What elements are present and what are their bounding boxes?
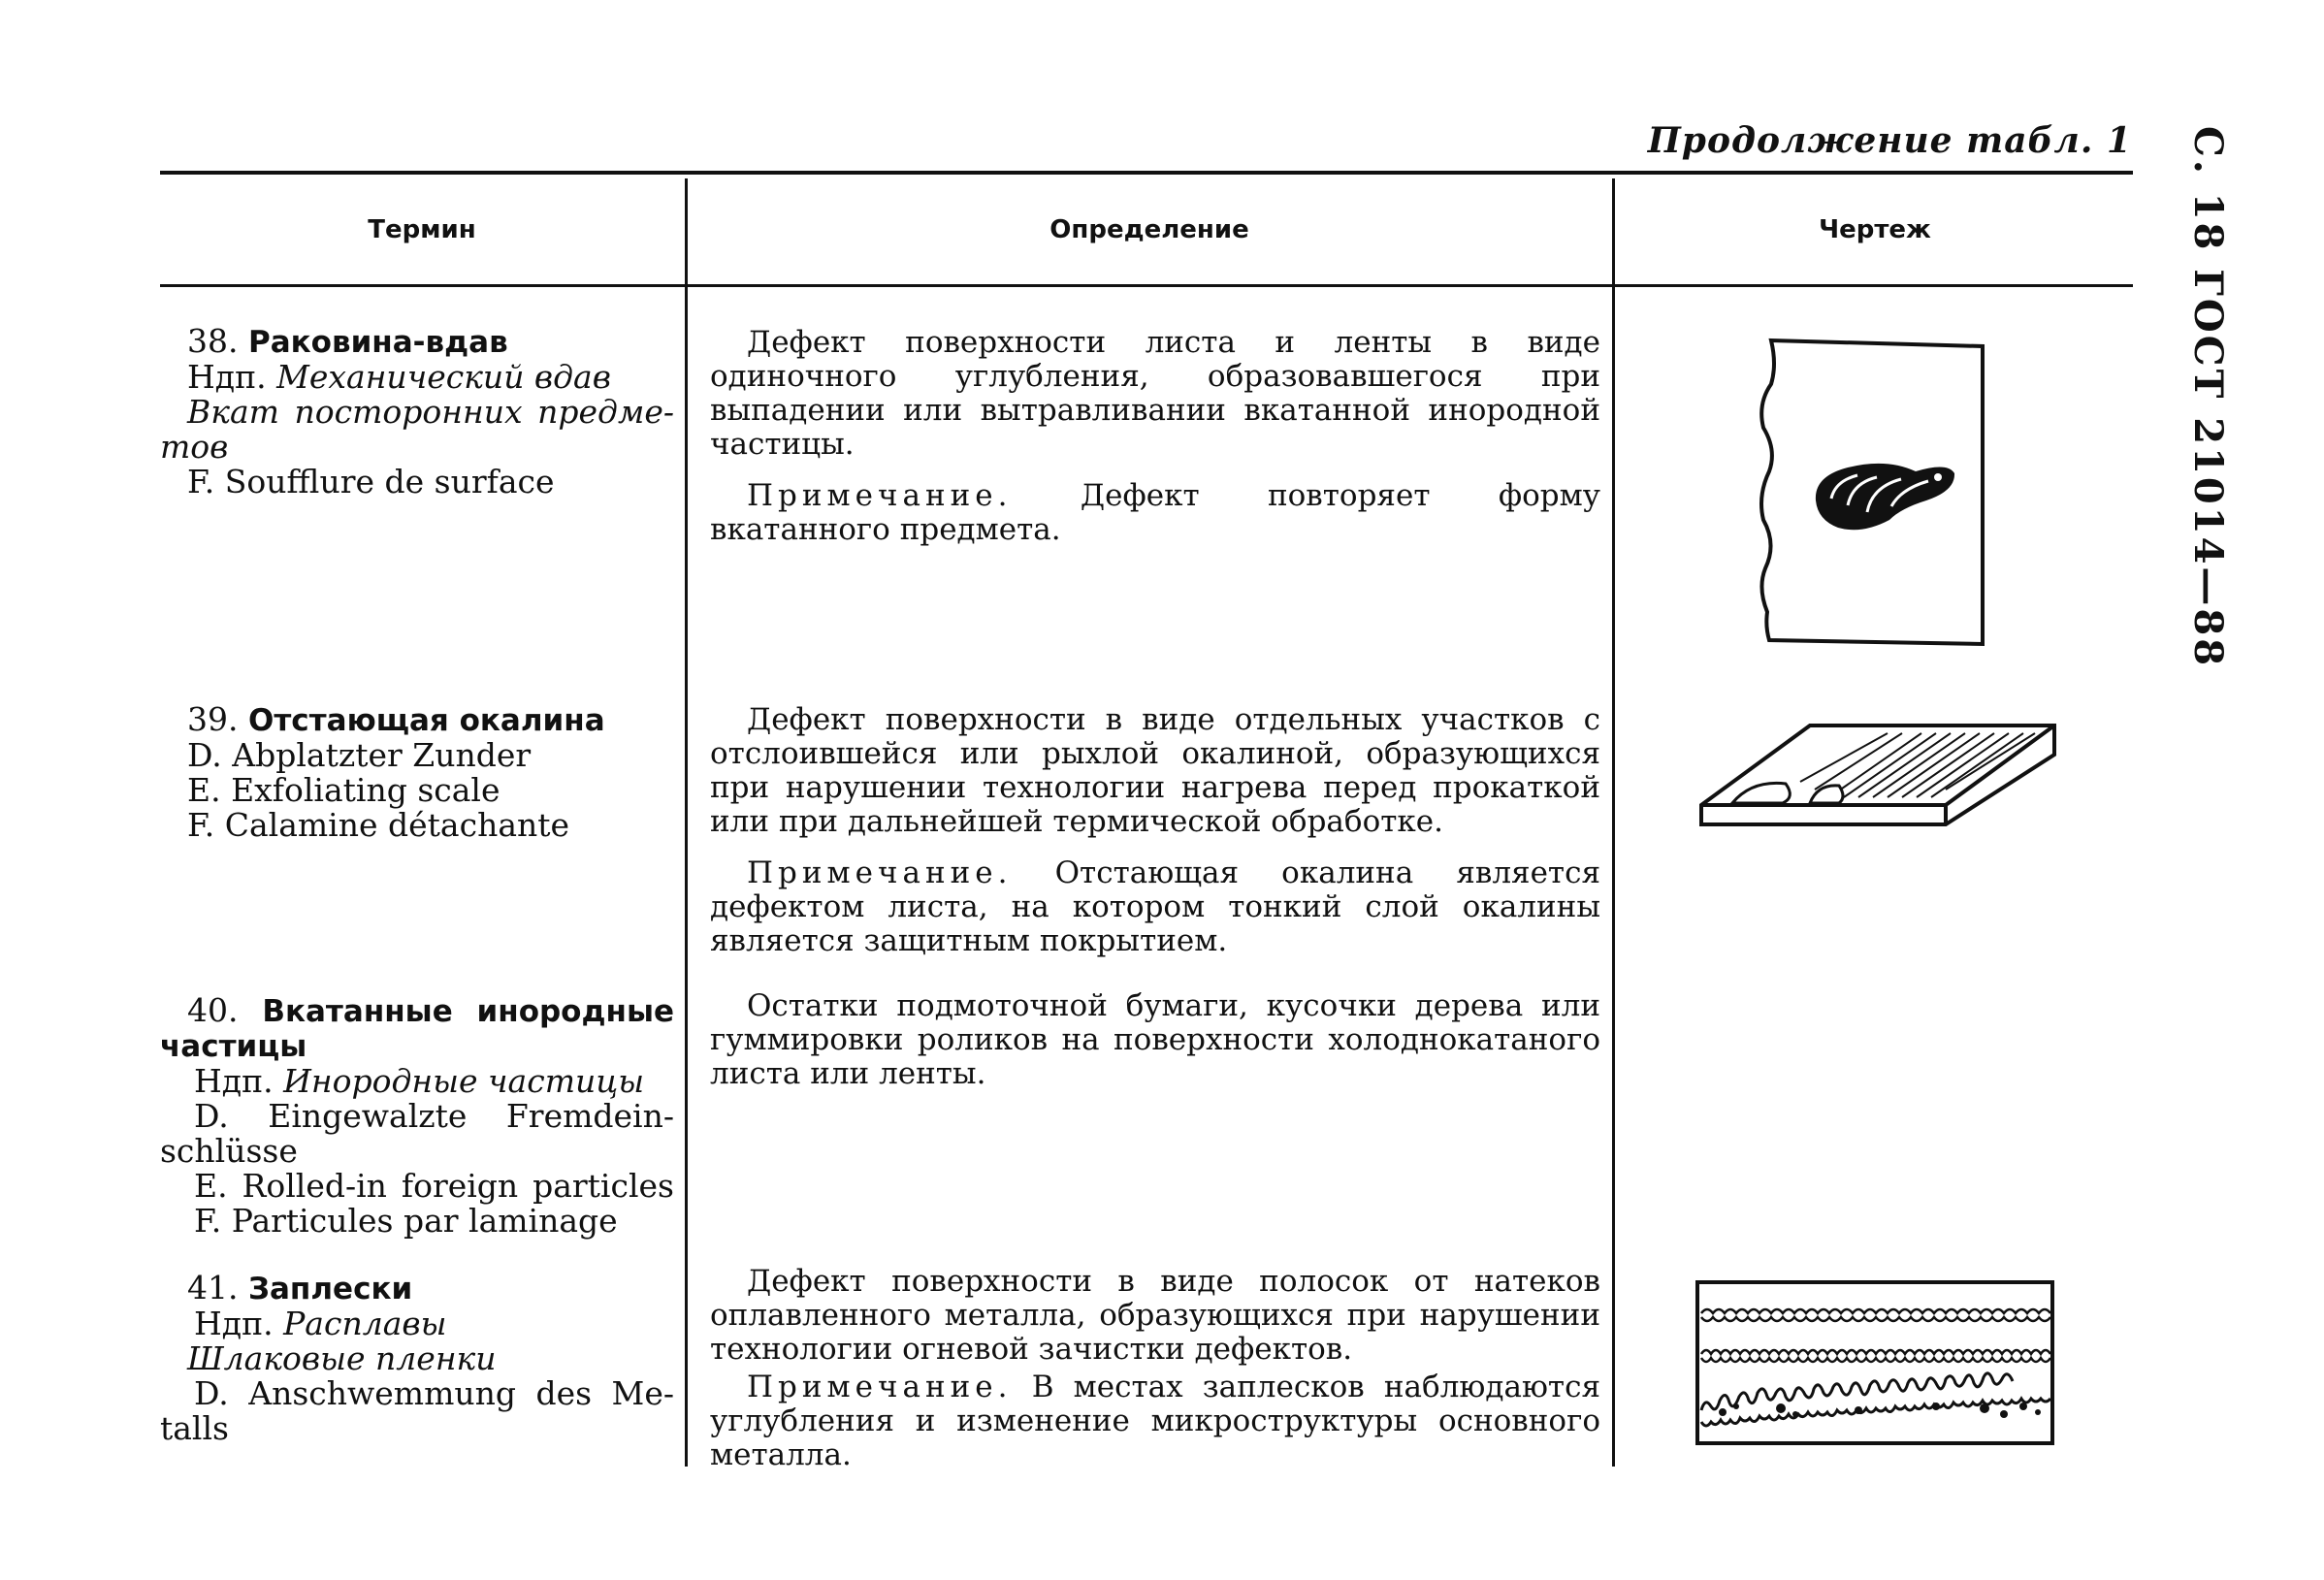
drawing-38-sheet-pit (1756, 336, 1998, 652)
note-text: Дефект повторяет форму вкатанного предмета. (710, 478, 1600, 547)
ndp-term: Механический вдав (276, 358, 611, 396)
definition-text: Дефект поверхности в виде отдельных участков с отслоившейся или рыхлой окалиной, образующихся при нарушении технологии нагрева перед прокаткой или при дальнейшей термической обработке. (710, 702, 1600, 839)
note-label: Примечание. (747, 855, 1013, 890)
ndp-term: Расплавы (283, 1305, 447, 1342)
ndp-term-cont: тов (160, 428, 229, 466)
column-header-definition: Определение (1049, 215, 1249, 244)
term-title: Вкатанные инородные (262, 994, 674, 1029)
term-38 (160, 324, 674, 500)
german-term: D. Abplatzter Zunder (187, 736, 532, 774)
drawing-41-splash-strip (1694, 1278, 2058, 1449)
english-term: E. Exfoliating scale (187, 771, 500, 809)
term-title-cont: частицы (160, 1029, 307, 1064)
side-page-label-text: С. 18 ГОСТ 21014—88 (2185, 126, 2231, 669)
german-term-cont: talls (160, 1409, 229, 1447)
pit-shape (1816, 464, 1954, 530)
term-title: Раковина-вдав (247, 325, 508, 360)
column-divider-2 (1612, 178, 1615, 1467)
note-label: Примечание. (747, 478, 1013, 513)
term-41 (160, 1271, 674, 1446)
note-label: Примечание. (747, 1370, 1013, 1404)
ndp-prefix: Ндп. (194, 1062, 274, 1100)
side-page-label (2182, 126, 2241, 669)
term-title: Заплески (247, 1272, 413, 1306)
note-text: В местах заплесков наблюдаются углубления и изменение микроструктуры основного металла. (710, 1370, 1600, 1472)
splash-band-1 (1701, 1309, 2050, 1321)
flaked-patches (1732, 783, 1843, 803)
english-term: E. Rolled-in foreign particles (194, 1167, 674, 1205)
definition-text: Дефект поверхности в виде полосок от натеков оплавленного металла, образующихся при нарушении технологии огневой зачистки дефектов. (710, 1264, 1600, 1367)
term-40 (160, 993, 674, 1239)
splash-band-2 (1701, 1350, 2050, 1362)
table-header-rule (160, 284, 2133, 287)
column-divider-1 (685, 178, 688, 1467)
definition-38 (710, 326, 1600, 564)
table-top-rule (160, 171, 2133, 175)
ndp-prefix: Ндп. (194, 1305, 274, 1342)
german-term: D. Anschwemmung des Me- (194, 1374, 674, 1412)
french-term: F. Soufflure de surface (187, 463, 555, 500)
plate-outline (1701, 726, 2054, 824)
column-header-term: Термин (368, 215, 476, 244)
ndp-term: Вкат посторонних предме- (187, 393, 674, 431)
term-39 (160, 702, 674, 843)
definition-text: Дефект поверхности листа и ленты в виде одиночного углубления, образовавшегося при выпадении или вытравливании вкатанной инородной частицы. (710, 325, 1600, 462)
note-text: Отстающая окалина является дефектом листа, на котором тонкий слой окалины является защитным покрытием. (710, 855, 1600, 958)
definition-39 (710, 703, 1600, 976)
term-number: 41. (187, 1269, 239, 1306)
french-term: F. Calamine détachante (187, 806, 570, 844)
german-term: D. Eingewalzte Fremdein- (194, 1097, 674, 1135)
definition-text: Остатки подмоточной бумаги, кусочки дерева или гуммировки роликов на поверхности холоднокатаного листа или ленты. (710, 988, 1600, 1091)
term-number: 39. (187, 700, 239, 738)
ndp-prefix: Ндп. (187, 358, 267, 396)
ndp-term: Шлаковые пленки (187, 1339, 497, 1377)
term-number: 38. (187, 322, 239, 360)
definition-40 (710, 989, 1600, 1109)
term-title: Отстающая окалина (247, 703, 605, 738)
french-term: F. Particules par laminage (194, 1202, 618, 1240)
continuation-title: Продолжение табл. 1 (1647, 120, 2132, 161)
column-header-drawing: Чертеж (1819, 215, 1931, 244)
definition-41 (710, 1265, 1600, 1490)
german-term-cont: schlüsse (160, 1132, 298, 1170)
ndp-term: Инородные частицы (283, 1062, 645, 1100)
drawing-39-scaled-plate (1694, 712, 2062, 838)
splash-band-3 (1701, 1373, 2050, 1426)
term-number: 40. (187, 991, 239, 1029)
